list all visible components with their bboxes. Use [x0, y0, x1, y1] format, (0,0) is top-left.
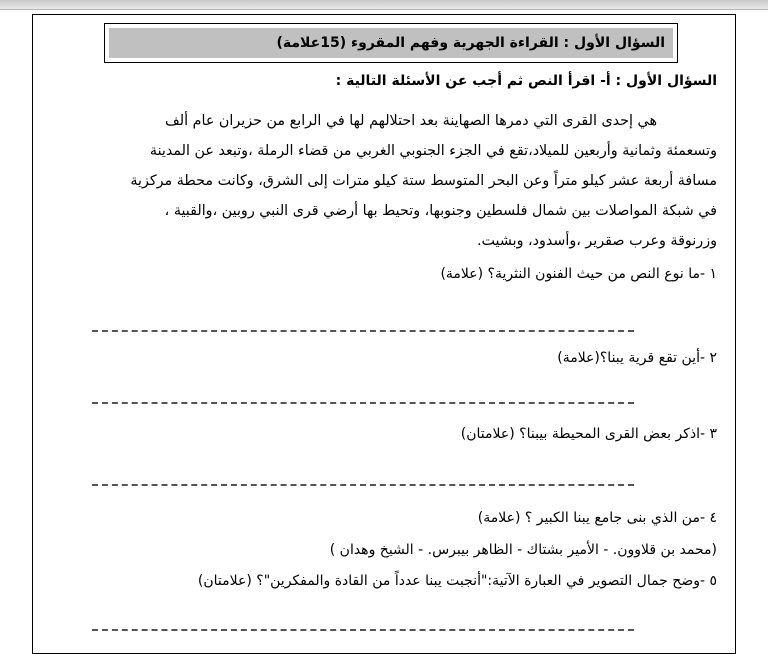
question-3: ٣ -اذكر بعض القرى المحيطة بيبنا؟ (علامتان)	[460, 426, 717, 442]
document-page	[32, 14, 736, 654]
question-4: ٤ -من الذي بنى جامع يبنا الكبير ؟ (علامة)	[477, 510, 717, 526]
question-2: ٢ -أين تقع قرية يبنا؟(علامة)	[557, 350, 717, 366]
window-top-bar	[0, 0, 768, 10]
question-1: ١ -ما نوع النص من حيث الفنون النثرية؟ (علامة)	[440, 266, 717, 282]
passage-line-2: وتسعمئة وثمانية وأربعين للميلاد،تقع في الجزء الجنوبي الغربي من قضاء الرملة ،وتبعد عن المدينة	[149, 143, 717, 159]
answer-line-3[interactable]	[92, 484, 634, 486]
passage-line-5: وزرنوقة وعرب صقرير ،وأسدود، وبشيت.	[476, 233, 717, 249]
answer-line-1[interactable]	[92, 330, 634, 332]
passage-line-4: في شبكة المواصلات بين شمال فلسطين وجنوبها، وتحيط بها أرضي قرى النبي روبين ،والقبية ،	[164, 203, 717, 219]
passage-line-3: مسافة أربعة عشر كيلو متراً وعن البحر المتوسط ستة كيلو مترات إلى الشرق، وكانت محطة مركزية	[130, 173, 717, 189]
instruction-heading: السؤال الأول : أ- اقرأ النص ثم أجب عن الأسئلة التالية :	[335, 73, 717, 89]
question-5: ٥ -وضح جمال التصوير في العبارة الآتية:"أنجبت يبنا عدداً من القادة والمفكرين"؟ (علامتان)	[197, 573, 717, 589]
question-title: السؤال الأول : القراءة الجهرية وفهم المقروء (15علامة)	[109, 28, 673, 58]
title-box	[104, 23, 678, 63]
answer-line-2[interactable]	[92, 402, 634, 404]
answer-line-5[interactable]	[92, 629, 634, 631]
question-4-options: (محمد بن قلاوون. - الأمير بشتاك - الظاهر بيبرس. - الشيخ وهدان )	[329, 542, 717, 558]
passage-line-1: هي إحدى القرى التي دمرها الصهاينة بعد احتلالهم لها في الرابع من حزيران عام ألف	[164, 113, 657, 129]
